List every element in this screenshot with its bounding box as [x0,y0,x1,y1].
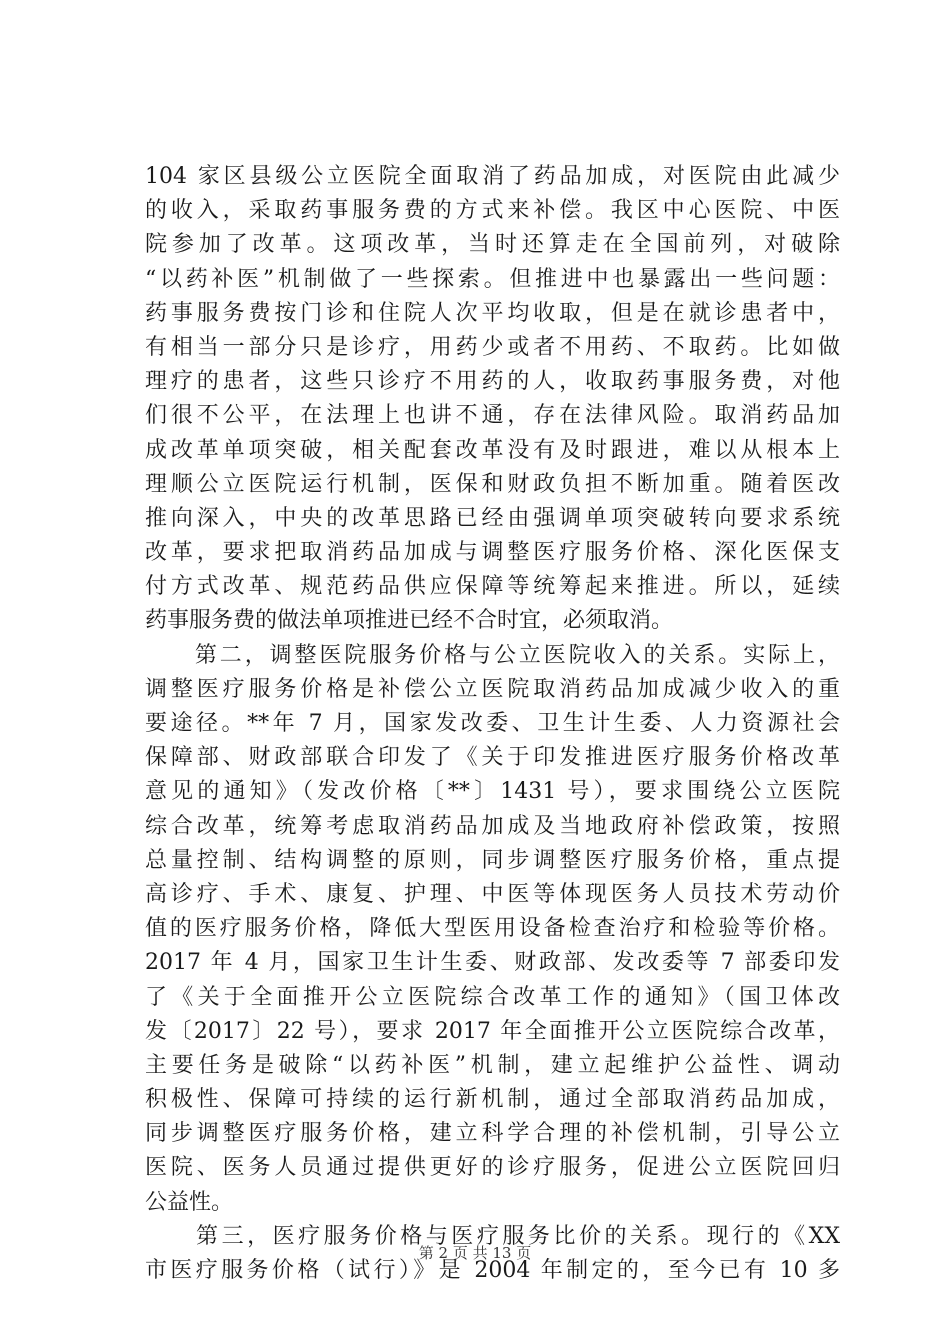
text-line: 的收入，采取药事服务费的方式来补偿。我区中心医院、中医 [145,198,840,224]
text-line: 要途径。**年 7 月，国家发改委、卫生计生委、人力资源社会 [145,711,840,736]
text-line: 改革，要求把取消药品加成与调整医疗服务价格、深化医保支 [145,540,840,566]
text-line: 有相当一部分只是诊疗，用药少或者不用药、不取药。比如做 [145,334,840,360]
text-line: 保障部、财政部联合印发了《关于印发推进医疗服务价格改革 [145,745,840,771]
text-line: 高诊疗、手术、康复、护理、中医等体现医务人员技术劳动价 [145,881,840,907]
text-line: 了《关于全面推开公立医院综合改革工作的通知》（国卫体改 [145,984,840,1010]
text-line: 药事服务费按门诊和住院人次平均收取，但是在就诊患者中， [145,300,840,326]
text-line: “以药补医”机制做了一些探索。但推进中也暴露出一些问题： [145,266,840,292]
text-line: 市医疗服务价格（试行）》是 2004 年制定的，至今已有 10 多 [145,1258,840,1283]
text-line: 调整医疗服务价格是补偿公立医院取消药品加成减少收入的重 [145,676,840,702]
body-text [145,160,840,1288]
text-line: 公益性。 [145,1189,234,1215]
text-line: 104 家区县级公立医院全面取消了药品加成，对医院由此减少 [145,164,840,189]
text-line: 积极性、保障可持续的运行新机制，通过全部取消药品加成， [145,1087,840,1113]
text-line: 第二，调整医院服务价格与公立医院收入的关系。实际上， [145,642,840,668]
text-line: 主要任务是破除“以药补医”机制，建立起维护公益性、调动 [145,1052,840,1078]
text-line: 理疗的患者，这些只诊疗不用药的人，收取药事服务费，对他 [145,369,840,395]
text-line: 理顺公立医院运行机制，医保和财政负担不断加重。随着医改 [145,471,840,497]
text-line: 成改革单项突破，相关配套改革没有及时跟进，难以从根本上 [145,437,840,463]
text-line: 推向深入，中央的改革思路已经由强调单项突破转向要求系统 [145,505,840,531]
text-line: 值的医疗服务价格，降低大型医用设备检查治疗和检验等价格。 [145,916,840,942]
text-line: 意见的通知》（发改价格〔**〕1431 号），要求围绕公立医院 [145,779,840,805]
text-line: 同步调整医疗服务价格，建立科学合理的补偿机制，引导公立 [145,1121,840,1147]
page-footer: 第 2 页 共 13 页 [418,1244,532,1262]
text-line: 2017 年 4 月，国家卫生计生委、财政部、发改委等 7 部委印发 [145,950,840,976]
text-line: 发〔2017〕22 号），要求 2017 年全面推开公立医院综合改革， [145,1018,840,1044]
text-line: 第三，医疗服务价格与医疗服务比价的关系。现行的《XX [145,1223,840,1249]
text-line: 付方式改革、规范药品供应保障等统筹起来推进。所以，延续 [145,574,840,600]
text-line: 院参加了改革。这项改革，当时还算走在全国前列，对破除 [145,232,840,258]
text-line: 总量控制、结构调整的原则，同步调整医疗服务价格，重点提 [145,847,840,873]
text-line: 医院、医务人员通过提供更好的诊疗服务，促进公立医院回归 [145,1155,840,1181]
text-line: 综合改革，统筹考虑取消药品加成及当地政府补偿政策，按照 [145,813,840,839]
text-line: 们很不公平，在法理上也讲不通，存在法律风险。取消药品加 [145,403,840,429]
text-line: 药事服务费的做法单项推进已经不合时宜，必须取消。 [145,608,674,634]
